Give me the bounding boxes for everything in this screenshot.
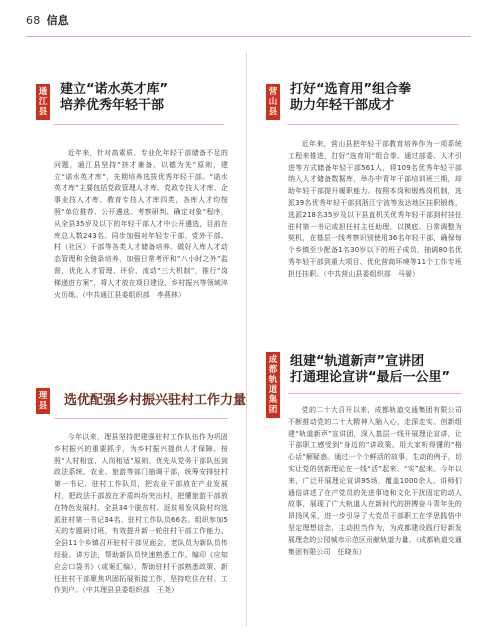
article-title-line1: 组建“轨道新声”宣讲团	[290, 354, 425, 369]
article-body	[288, 405, 462, 558]
article-title-line1: 建立“诺水英才库”	[60, 82, 169, 97]
header-rule	[26, 36, 471, 37]
article-title-line2: 打通理论宣讲“最后一公里”	[290, 370, 451, 385]
company-tag: 成都轨道集团	[266, 352, 280, 418]
article-paragraph: 今年以来，理县坚持把建强驻村工作队伍作为巩固乡村振兴的重要抓手，为乡村振兴提供人才保障。按照“人村相宜、人岗相适”原则，优先从党务干部队伍到政法系统、农业、旅游等部门抽调干部，统筹安排驻村第一书记、驻村工作队员，把农业干部放在产业发展村，把政法干部放在矛盾纠纷突出村，把懂旅游干部放在特色发展村。全县34个脱贫村、返贫易发风险村均选派驻村第一书记34名、驻村工作队员66名。组织参加5天的专题研讨班，有效提升新一轮驻村干部工作能力。全县11个乡镇召开驻村干部见面会，老队员为新队员传经验、讲方法，帮助新队员快速熟悉工作。编印《应知应会口袋书》（或案汇编），帮助驻村干部熟悉政策、新任驻村干部聚焦巩固拓展衔接工作，坚持吃住在村、工作到户。（中共理县县委组织部 王尧）	[54, 433, 228, 595]
article-body	[54, 148, 228, 301]
article-title-line1: 选优配强乡村振兴驻村工作力量	[64, 393, 247, 408]
article-paragraph: 近年来，营山县把年轻干部教育培养作为一项系统工程来推进，打好“选育用”组合拳。通过部委、人才引进等方式储备年轻干部561人，将109名优秀年轻干部纳入人才储备数据库，举办中青年干部培训班三期，却助年轻干部提升履职能力。按照本岗和锻炼岗机制，选派39名优秀年轻干部到浙江宁波等发达地区挂职锻炼，选派218名35岁及以下县直机关优秀年轻干部到村挂任驻村第一书记或担任村主任助理，以摸底、日常调整为契机，在基层一线考察识别使用36名年轻干部，确保每个乡镇至少配备1名30岁以下的班子成员，抽调80名优秀年轻干部到重大项目、优化营商环境等11个工作专班担任挂职。（中共营山县委组织部 马晏）	[288, 140, 462, 278]
article-title-line2: 培养优秀年轻干部	[60, 98, 165, 113]
article-title	[290, 354, 450, 386]
article-title-line2: 助力年轻干部成才	[290, 98, 395, 113]
article-title	[64, 393, 246, 409]
column-divider	[246, 52, 247, 627]
page-header	[26, 12, 69, 28]
article-paragraph: 党的二十大召开以来，成都轨道交通集团有限公司不断推动党的二十大精神入脑入心，走深走实。创新组建“轨道新声”宣讲团，深入基层一线开展理论宣讲，让干部职工感受到“身边的”讲政策。用大家听得懂的“格心话”解疑惑。通过一个个鲜活的故事，生动的例子，切实让党的创新理论在一线“活”起来、“实”起来。今年以来，广泛开展理论宣讲95场，覆盖1000余人。讲师们通俗讲述了在产党员的先进事迹和文化干扰固定的动人故事，展现了广大轨道人在新时代的拼搏奋斗青年先的昂扬风采，进一步引导了大党员干部职工在学思践悟中坚定理想信念，主动担当作为，为成都建设践行好新发展理念的公园城市示范区贡献轨道力量。（成都轨道交通集团有限公司 任晓东）	[288, 406, 462, 556]
title-underline	[288, 124, 458, 125]
page-number: 68	[26, 13, 41, 27]
article-paragraph: 近年来，针对高素质、专业化年轻干部储备不足的问题，通江县坚持“挤才兼备、以德为先”原则，建立“诺水英才库”，先期培养选拔优秀年轻干部。“诺水英才库”主要包括党政管理人才库、党政专技人才库、企事业技人才库、教育专技人才库四类，各库人才均按照“单位推荐、公开遴选、考察研判、确定对象”程序，从全县35岁及以下的年轻干部人才中公开遴选，目前在库总人数243名。同步加强对年轻专干部、党外干部、村（社区）干部等各类人才储备培养。做好入库人才动态管理和全链条培养，加强日常考评和“八小时之外”监督，优化人才管理、评价、流动“三大机制”，推行“岗梯递进方案”，将人才放在项目建设、乡村振兴等领域淬火历练。（中共通江县委组织部 李燕林）	[54, 149, 228, 299]
section-title: 信息	[46, 14, 69, 27]
article-body	[54, 432, 228, 597]
article-title	[290, 82, 411, 114]
title-underline	[54, 418, 228, 419]
county-tag: 营山县	[266, 84, 280, 120]
title-underline	[54, 124, 224, 125]
county-tag: 理县	[36, 388, 50, 414]
article-title	[60, 82, 168, 114]
article-title-line1: 打好“选育用”组合拳	[290, 82, 412, 97]
title-underline	[288, 393, 462, 394]
county-tag: 通江县	[36, 84, 50, 120]
article-body	[288, 139, 462, 281]
